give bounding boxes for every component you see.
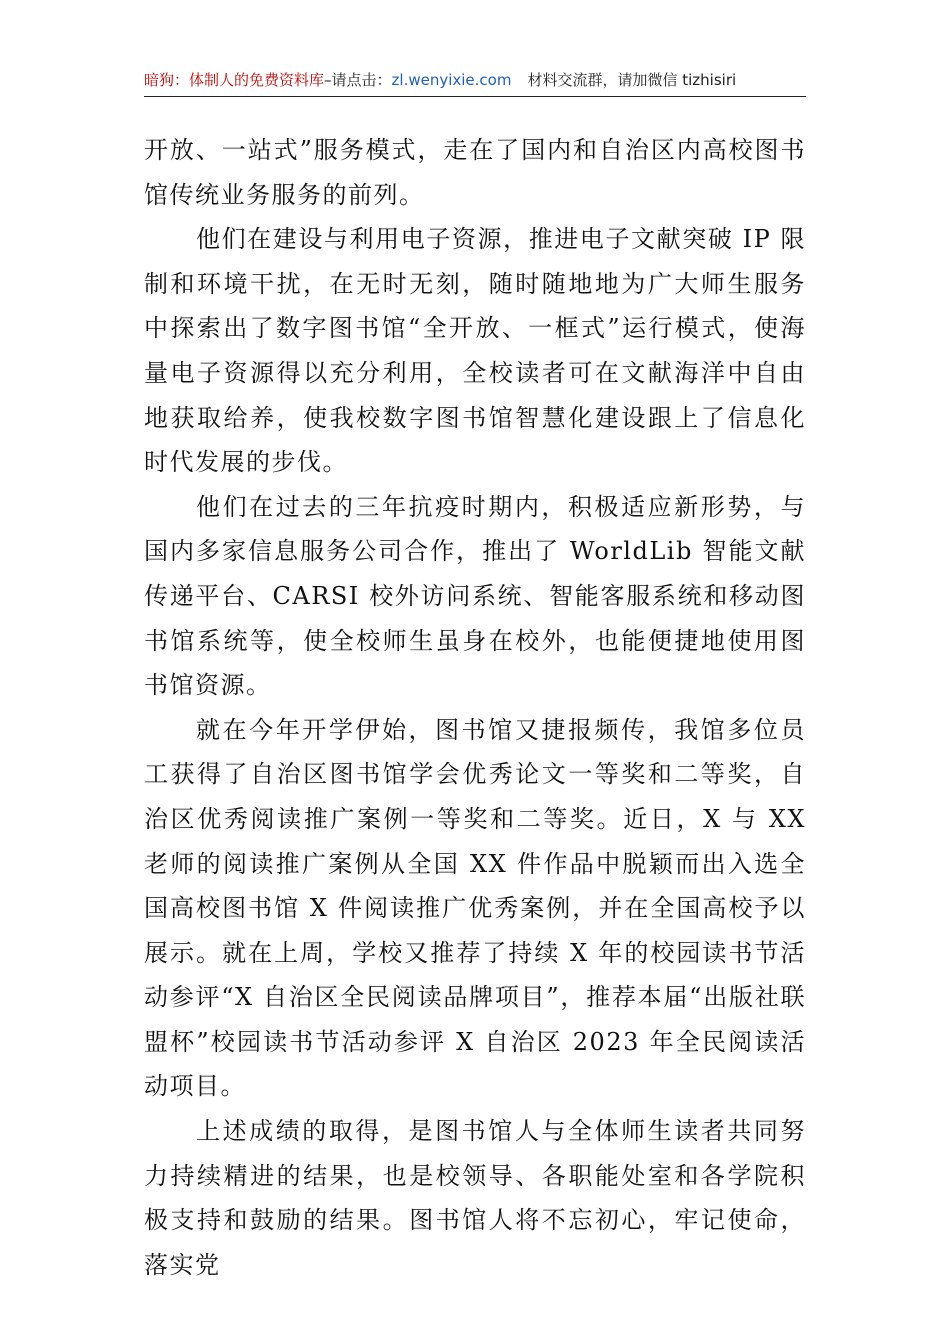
header-link[interactable]: zl.wenyixie.com — [391, 71, 512, 89]
paragraph-2: 他们在建设与利用电子资源，推进电子文献突破 IP 限制和环境干扰，在无时无刻，随时随地地为广大师生服务中探索出了数字图书馆“全开放、一框式”运行模式，使海量电子资源得以充分利用，全校读者可在文献海洋中自由地获取给养，使我校数字图书馆智慧化建设跟上了信息化时代发展的步伐。 — [144, 225, 806, 477]
page-header — [144, 64, 806, 97]
paragraph-1: 开放、一站式”服务模式，走在了国内和自治区内高校图书馆传统业务服务的前列。 — [144, 136, 806, 209]
header-click-prefix: –请点击： — [324, 71, 392, 89]
paragraph-3: 他们在过去的三年抗疫时期内，积极适应新形势，与国内多家信息服务公司合作，推出了 WorldLib 智能文献传递平台、CARSI 校外访问系统、智能客服系统和移动图书馆系统等，使全校师生虽身在校外，也能便捷地使用图书馆资源。 — [144, 492, 806, 700]
header-brand: 暗狗：体制人的免费资料库 — [144, 71, 325, 89]
document-body — [144, 128, 806, 1287]
paragraph-5: 上述成绩的取得，是图书馆人与全体师生读者共同努力持续精进的结果，也是校领导、各职能处室和各学院积极支持和鼓励的结果。图书馆人将不忘初心，牢记使命，落实党 — [144, 1117, 806, 1279]
header-wechat-note: 材料交流群，请加微信 tizhisiri — [527, 71, 737, 89]
paragraph-4: 就在今年开学伊始，图书馆又捷报频传，我馆多位员工获得了自治区图书馆学会优秀论文一等奖和二等奖，自治区优秀阅读推广案例一等奖和二等奖。近日，X 与 XX 老师的阅读推广案例从全国 XX 件作品中脱颖而出入选全国高校图书馆 X 件阅读推广优秀案例，并在全国高校予以展示。就在上周，学校又推荐了持续 X 年的校园读书节活动参评“X 自治区全民阅读品牌项目”，推荐本届“出版社联盟杯”校园读书节活动参评 X 自治区 2023 年全民阅读活动项目。 — [144, 715, 806, 1101]
